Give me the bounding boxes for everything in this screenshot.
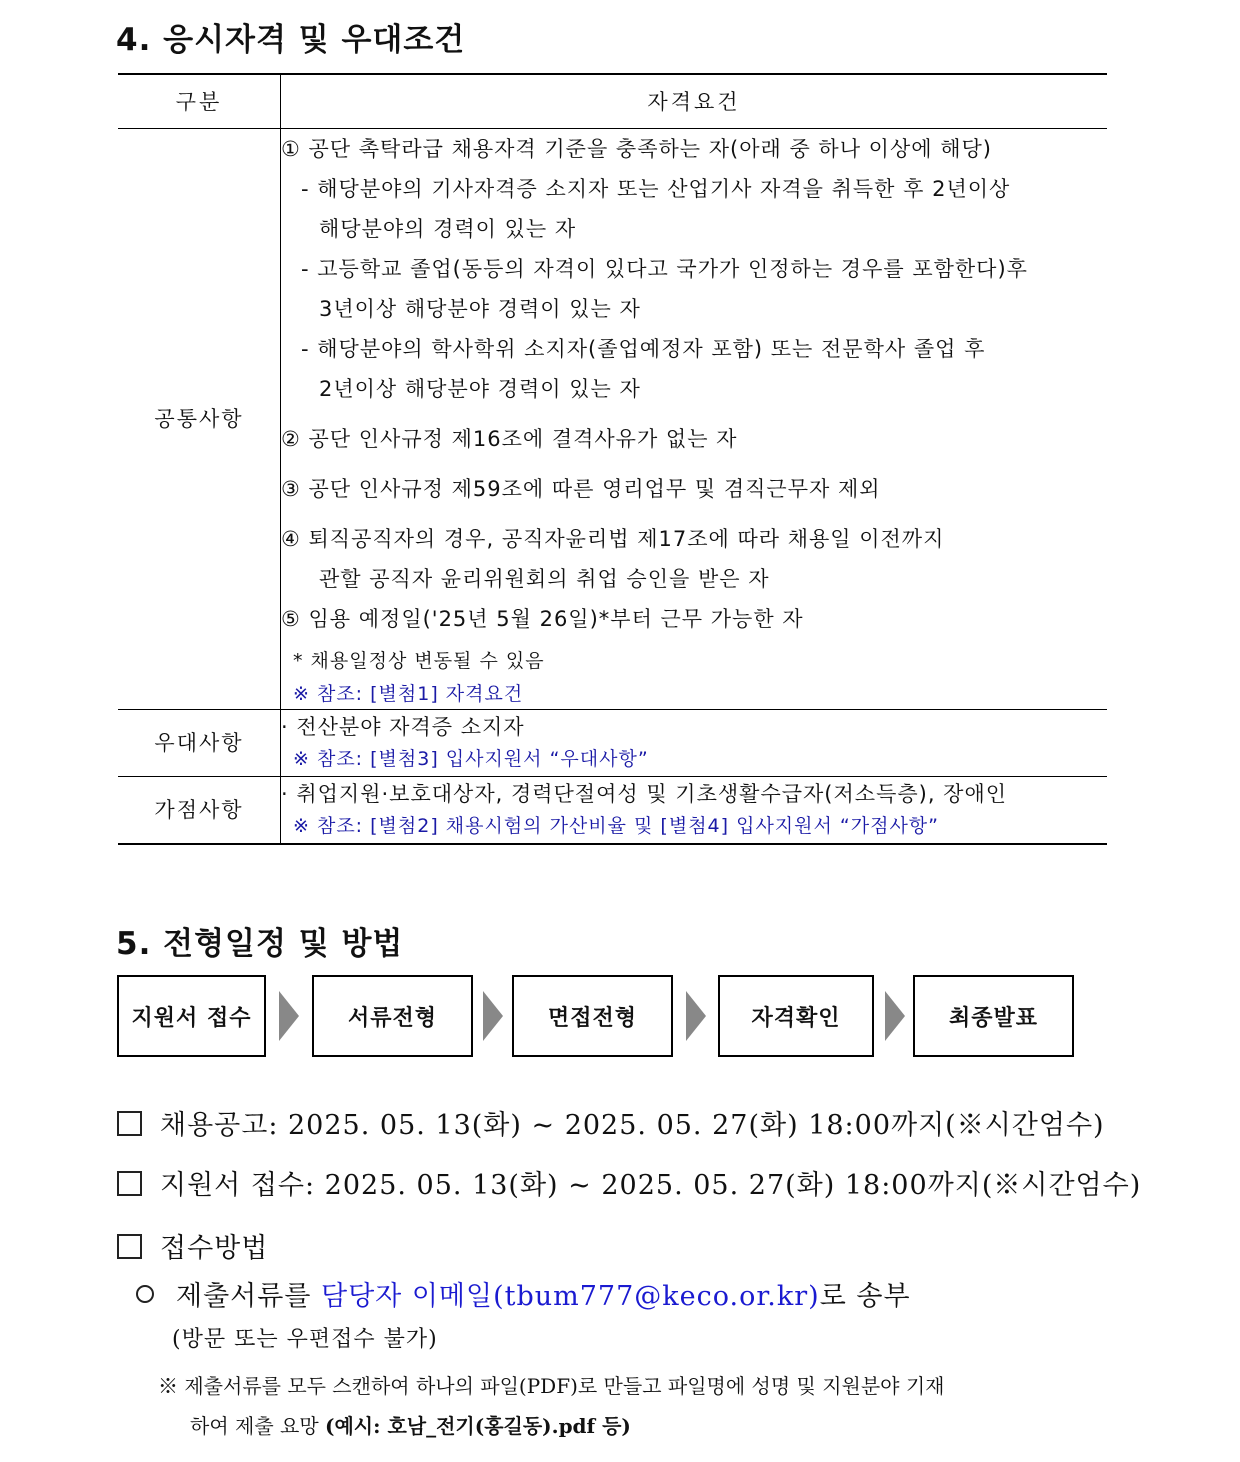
common-item-1: ① 공단 촉탁라급 채용자격 기준을 충족하는 자(아래 중 하나 이상에 해당) <box>281 137 992 161</box>
category-preference: 우대사항 <box>118 710 281 777</box>
submit-note: (방문 또는 우편접수 불가) <box>172 1327 438 1352</box>
table-row-common <box>118 129 1107 710</box>
scan-note-example: (예시: 호남_전기(홍길동).pdf 등) <box>325 1414 631 1438</box>
preference-requirements <box>281 710 1108 777</box>
common-item-2: ② 공단 인사규정 제16조에 결격사유가 없는 자 <box>281 427 738 451</box>
scan-note-prefix: 하여 제출 요망 <box>190 1414 319 1438</box>
step-application: 지원서 접수 <box>117 975 266 1057</box>
arrow-right-icon <box>885 991 905 1041</box>
step-document-screening: 서류전형 <box>312 975 473 1057</box>
common-item-1-sub-2b: 3년이상 해당분야 경력이 있는 자 <box>319 297 641 321</box>
qualification-table <box>118 73 1107 845</box>
scan-note-line-1: ※ 제출서류를 모두 스캔하여 하나의 파일(PDF)로 만들고 파일명에 성명 및 지원분야 기재 <box>158 1374 945 1398</box>
step-qualification-check: 자격확인 <box>718 975 874 1057</box>
table-row-bonus <box>118 777 1107 845</box>
checkbox-icon <box>117 1234 142 1259</box>
common-item-4a: ④ 퇴직공직자의 경우, 공직자윤리법 제17조에 따라 채용일 이전까지 <box>281 527 945 551</box>
header-requirements: 자격요건 <box>281 74 1108 129</box>
common-item-1-sub-1a: - 해당분야의 기사자격증 소지자 또는 산업기사 자격을 취득한 후 2년이상 <box>301 177 1011 201</box>
selection-process-flow <box>117 975 1077 1061</box>
common-item-4b: 관할 공직자 윤리위원회의 취업 승인을 받은 자 <box>319 567 770 591</box>
bonus-reference: ※ 참조: [별첨2] 채용시험의 가산비율 및 [별첨4] 입사지원서 “가점사항” <box>293 815 940 837</box>
bonus-item: · 취업지원·보호대상자, 경력단절여성 및 기초생활수급자(저소득층), 장애인 <box>281 782 1008 806</box>
category-common: 공통사항 <box>118 129 281 710</box>
arrow-right-icon <box>279 991 299 1041</box>
schedule-application <box>117 1163 1141 1202</box>
submit-suffix: 로 송부 <box>819 1281 911 1312</box>
category-bonus: 가점사항 <box>118 777 281 845</box>
scan-note-line-2 <box>190 1410 631 1439</box>
common-item-1-sub-3a: - 해당분야의 학사학위 소지자(졸업예정자 포함) 또는 전문학사 졸업 후 <box>301 337 986 361</box>
common-item-1-sub-2a: - 고등학교 졸업(동등의 자격이 있다고 국가가 인정하는 경우를 포함한다)후 <box>301 257 1028 281</box>
common-item-1-sub-3b: 2년이상 해당분야 경력이 있는 자 <box>319 377 641 401</box>
step-interview: 면접전형 <box>512 975 673 1057</box>
preference-item: · 전산분야 자격증 소지자 <box>281 715 525 739</box>
schedule-announcement <box>117 1103 1105 1142</box>
checkbox-icon <box>117 1111 142 1136</box>
application-text: 지원서 접수: 2025. 05. 13(화) ~ 2025. 05. 27(화) 18:00까지(※시간엄수) <box>160 1170 1142 1201</box>
submission-method <box>117 1226 268 1265</box>
announcement-text: 채용공고: 2025. 05. 13(화) ~ 2025. 05. 27(화) 18:00까지(※시간엄수) <box>160 1110 1105 1141</box>
common-note: * 채용일정상 변동될 수 있음 <box>293 650 545 672</box>
header-category: 구분 <box>118 74 281 129</box>
section-4-title: 4. 응시자격 및 우대조건 <box>116 22 466 58</box>
section-5-title: 5. 전형일정 및 방법 <box>116 926 404 962</box>
submit-email: 담당자 이메일(tbum777@keco.or.kr) <box>321 1281 820 1312</box>
table-header-row <box>118 74 1107 129</box>
common-item-3: ③ 공단 인사규정 제59조에 따른 영리업무 및 겸직근무자 제외 <box>281 477 881 501</box>
checkbox-icon <box>117 1171 142 1196</box>
common-item-5: ⑤ 임용 예정일('25년 5월 26일)*부터 근무 가능한 자 <box>281 607 804 631</box>
circle-bullet-icon <box>136 1285 154 1303</box>
step-final-announcement: 최종발표 <box>913 975 1074 1057</box>
method-label: 접수방법 <box>160 1233 269 1264</box>
arrow-right-icon <box>686 991 706 1041</box>
bonus-requirements <box>281 777 1108 845</box>
common-requirements <box>281 129 1108 710</box>
table-row-preference <box>118 710 1107 777</box>
common-item-1-sub-1b: 해당분야의 경력이 있는 자 <box>319 217 577 241</box>
submission-instruction <box>136 1274 911 1313</box>
arrow-right-icon <box>483 991 503 1041</box>
preference-reference: ※ 참조: [별첨3] 입사지원서 “우대사항” <box>293 748 649 770</box>
submit-prefix: 제출서류를 <box>176 1281 312 1312</box>
common-reference: ※ 참조: [별첨1] 자격요건 <box>293 683 524 705</box>
